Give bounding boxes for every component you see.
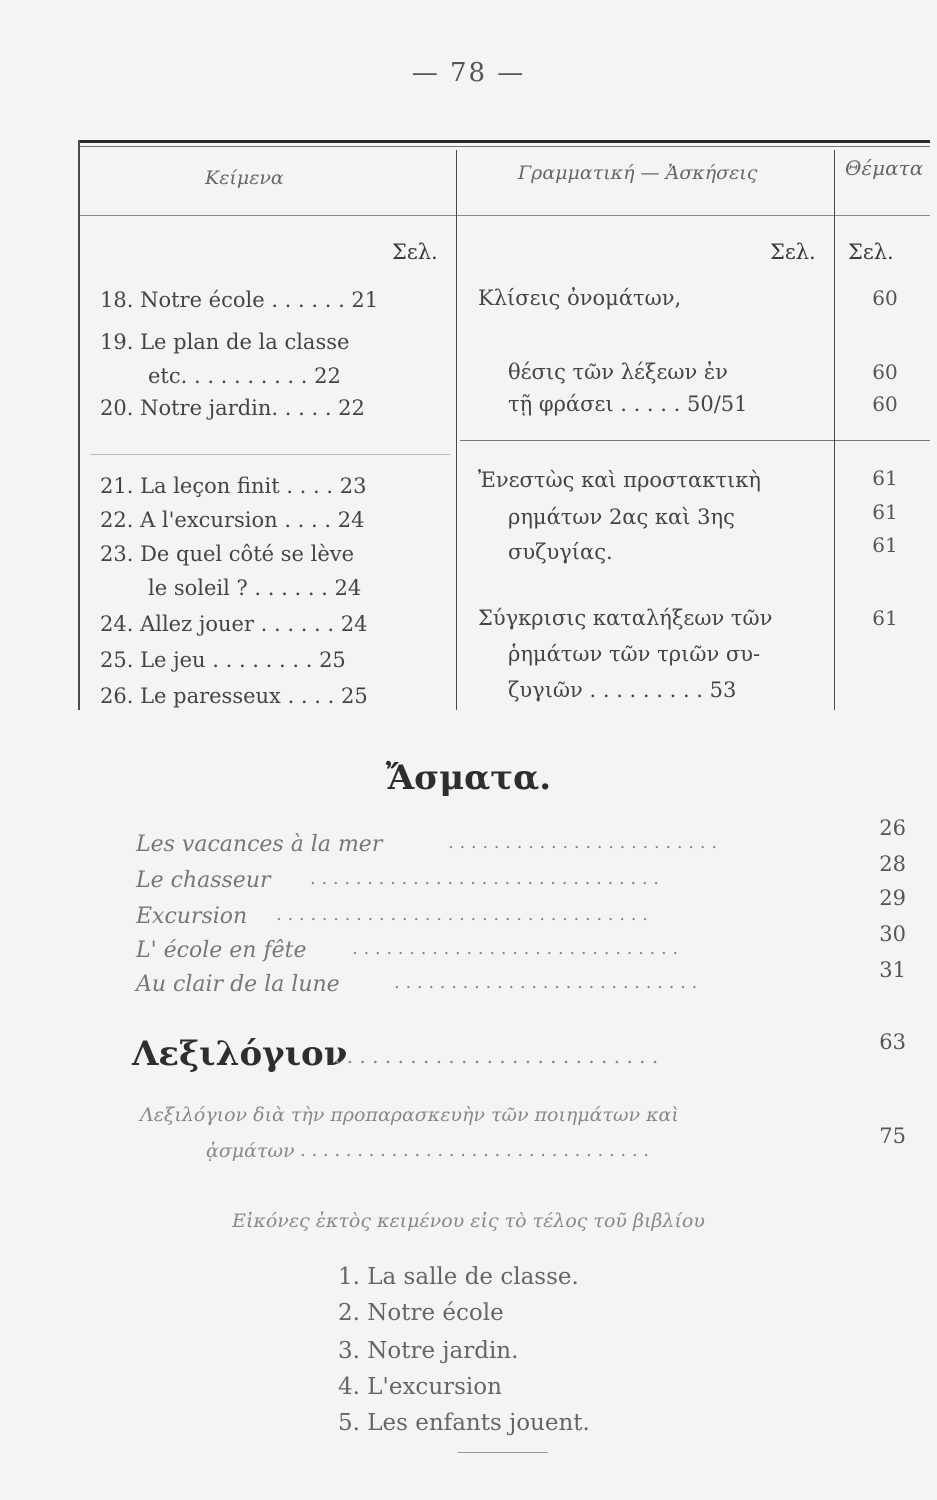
text-row-23-cont: le soleil ? . . . . . . 24 <box>148 576 362 600</box>
theme-page: 60 <box>872 286 898 310</box>
grammar-line-3: τῇ φράσει . . . . . 50/51 <box>508 392 748 416</box>
theme-page: 61 <box>872 606 898 630</box>
text-row-18: 18. Notre école . . . . . . 21 <box>100 288 379 312</box>
grammar-line-4: Ἐνεστὼς καὶ προστακτικὴ <box>478 468 761 492</box>
song-page: 26 <box>879 816 906 840</box>
table-col-divider-1 <box>456 150 457 710</box>
lexilogion-page: 63 <box>879 1030 906 1054</box>
text-row-24: 24. Allez jouer . . . . . . 24 <box>100 612 368 636</box>
leader-dots: . . . . . . . . . . . . . . . . . . . . . . . . . . <box>334 1044 659 1068</box>
song-page: 29 <box>879 886 906 910</box>
lexilogion2-line2: ᾀσμάτων <box>206 1140 295 1162</box>
sel-label-texts: Σελ. <box>392 240 438 264</box>
theme-page: 60 <box>872 360 898 384</box>
lexilogion2-page: 75 <box>879 1124 906 1148</box>
table-header-rule <box>78 215 930 216</box>
lexilogion-title: Λεξιλόγιον <box>132 1034 348 1074</box>
grammar-line-9: ζυγιῶν . . . . . . . . . 53 <box>508 678 737 702</box>
text-row-26: 26. Le paresseux . . . . 25 <box>100 684 368 708</box>
song-title: Excursion <box>136 904 248 929</box>
text-row-25: 25. Le jeu . . . . . . . . 25 <box>100 648 346 672</box>
page-number: — 78 — <box>411 58 526 88</box>
theme-page: 61 <box>872 533 898 557</box>
picture-item: 5. Les enfants jouent. <box>338 1410 590 1436</box>
theme-page: 60 <box>872 392 898 416</box>
leader-dots: . . . . . . . . . . . . . . . . . . . . . . . . . . . <box>394 972 698 993</box>
song-page: 28 <box>879 852 906 876</box>
sel-label-grammar: Σελ. <box>770 240 816 264</box>
sel-label-themes: Σελ. <box>848 240 894 264</box>
text-row-22: 22. A l'excursion . . . . 24 <box>100 508 365 532</box>
leader-dots: . . . . . . . . . . . . . . . . . . . . . . . . <box>448 832 717 853</box>
picture-item: 1. La salle de classe. <box>338 1264 579 1290</box>
picture-item: 3. Notre jardin. <box>338 1338 519 1364</box>
grammar-line-1: Κλίσεις ὀνομάτων, <box>478 286 682 310</box>
picture-item: 4. L'excursion <box>338 1374 502 1400</box>
grammar-line-7: Σύγκρισις καταλήξεων τῶν <box>478 606 773 630</box>
grammar-line-2: θέσις τῶν λέξεων ἐν <box>508 360 728 384</box>
leader-dots: . . . . . . . . . . . . . . . . . . . . . . . . . . . . . . . <box>300 1140 650 1161</box>
song-page: 30 <box>879 922 906 946</box>
table-left-mid-rule <box>90 454 450 455</box>
theme-page: 61 <box>872 500 898 524</box>
song-title: Au clair de la lune <box>136 972 340 997</box>
song-title: Les vacances à la mer <box>136 832 383 857</box>
header-themes: Θέματα <box>845 156 924 180</box>
leader-dots: . . . . . . . . . . . . . . . . . . . . . . . . . . . . . . . . . <box>276 904 648 925</box>
bottom-rule <box>458 1452 548 1453</box>
grammar-line-6: συζυγίας. <box>508 540 613 564</box>
song-page: 31 <box>879 958 906 982</box>
text-row-20: 20. Notre jardin. . . . . 22 <box>100 396 365 420</box>
text-row-21: 21. La leçon finit . . . . 23 <box>100 474 367 498</box>
theme-page: 61 <box>872 466 898 490</box>
text-row-19-cont: etc. . . . . . . . . . 22 <box>148 364 341 388</box>
table-top-rule <box>78 140 930 143</box>
table-left-border <box>78 140 80 710</box>
grammar-line-8: ῥημάτων τῶν τριῶν συ- <box>508 642 761 666</box>
song-title: Le chasseur <box>136 868 271 893</box>
table-mid-rule <box>460 440 930 441</box>
picture-item: 2. Notre école <box>338 1300 504 1326</box>
text-row-19: 19. Le plan de la classe <box>100 330 350 354</box>
text-row-23: 23. De quel côté se lève <box>100 542 355 566</box>
asmata-title: Ἄσματα. <box>385 758 552 798</box>
lexilogion2-line1: Λεξιλόγιον διὰ τὴν προπαρασκευὴν τῶν ποιημάτων καὶ <box>140 1104 679 1126</box>
table-col-divider-2 <box>834 150 835 710</box>
header-grammar: Γραμματική — Ἀσκήσεις <box>518 162 758 184</box>
eikones-title: Εἰκόνες ἐκτὸς κειμένου εἰς τὸ τέλος τοῦ βιβλίου <box>232 1210 705 1232</box>
song-title: L' école en fête <box>136 938 307 963</box>
leader-dots: . . . . . . . . . . . . . . . . . . . . . . . . . . . . . <box>352 938 679 959</box>
grammar-line-5: ρημάτων 2ας καὶ 3ης <box>508 505 735 529</box>
table-top-rule-thin <box>78 146 930 147</box>
leader-dots: . . . . . . . . . . . . . . . . . . . . . . . . . . . . . . . <box>310 868 660 889</box>
header-texts: Κείμενα <box>205 167 284 189</box>
